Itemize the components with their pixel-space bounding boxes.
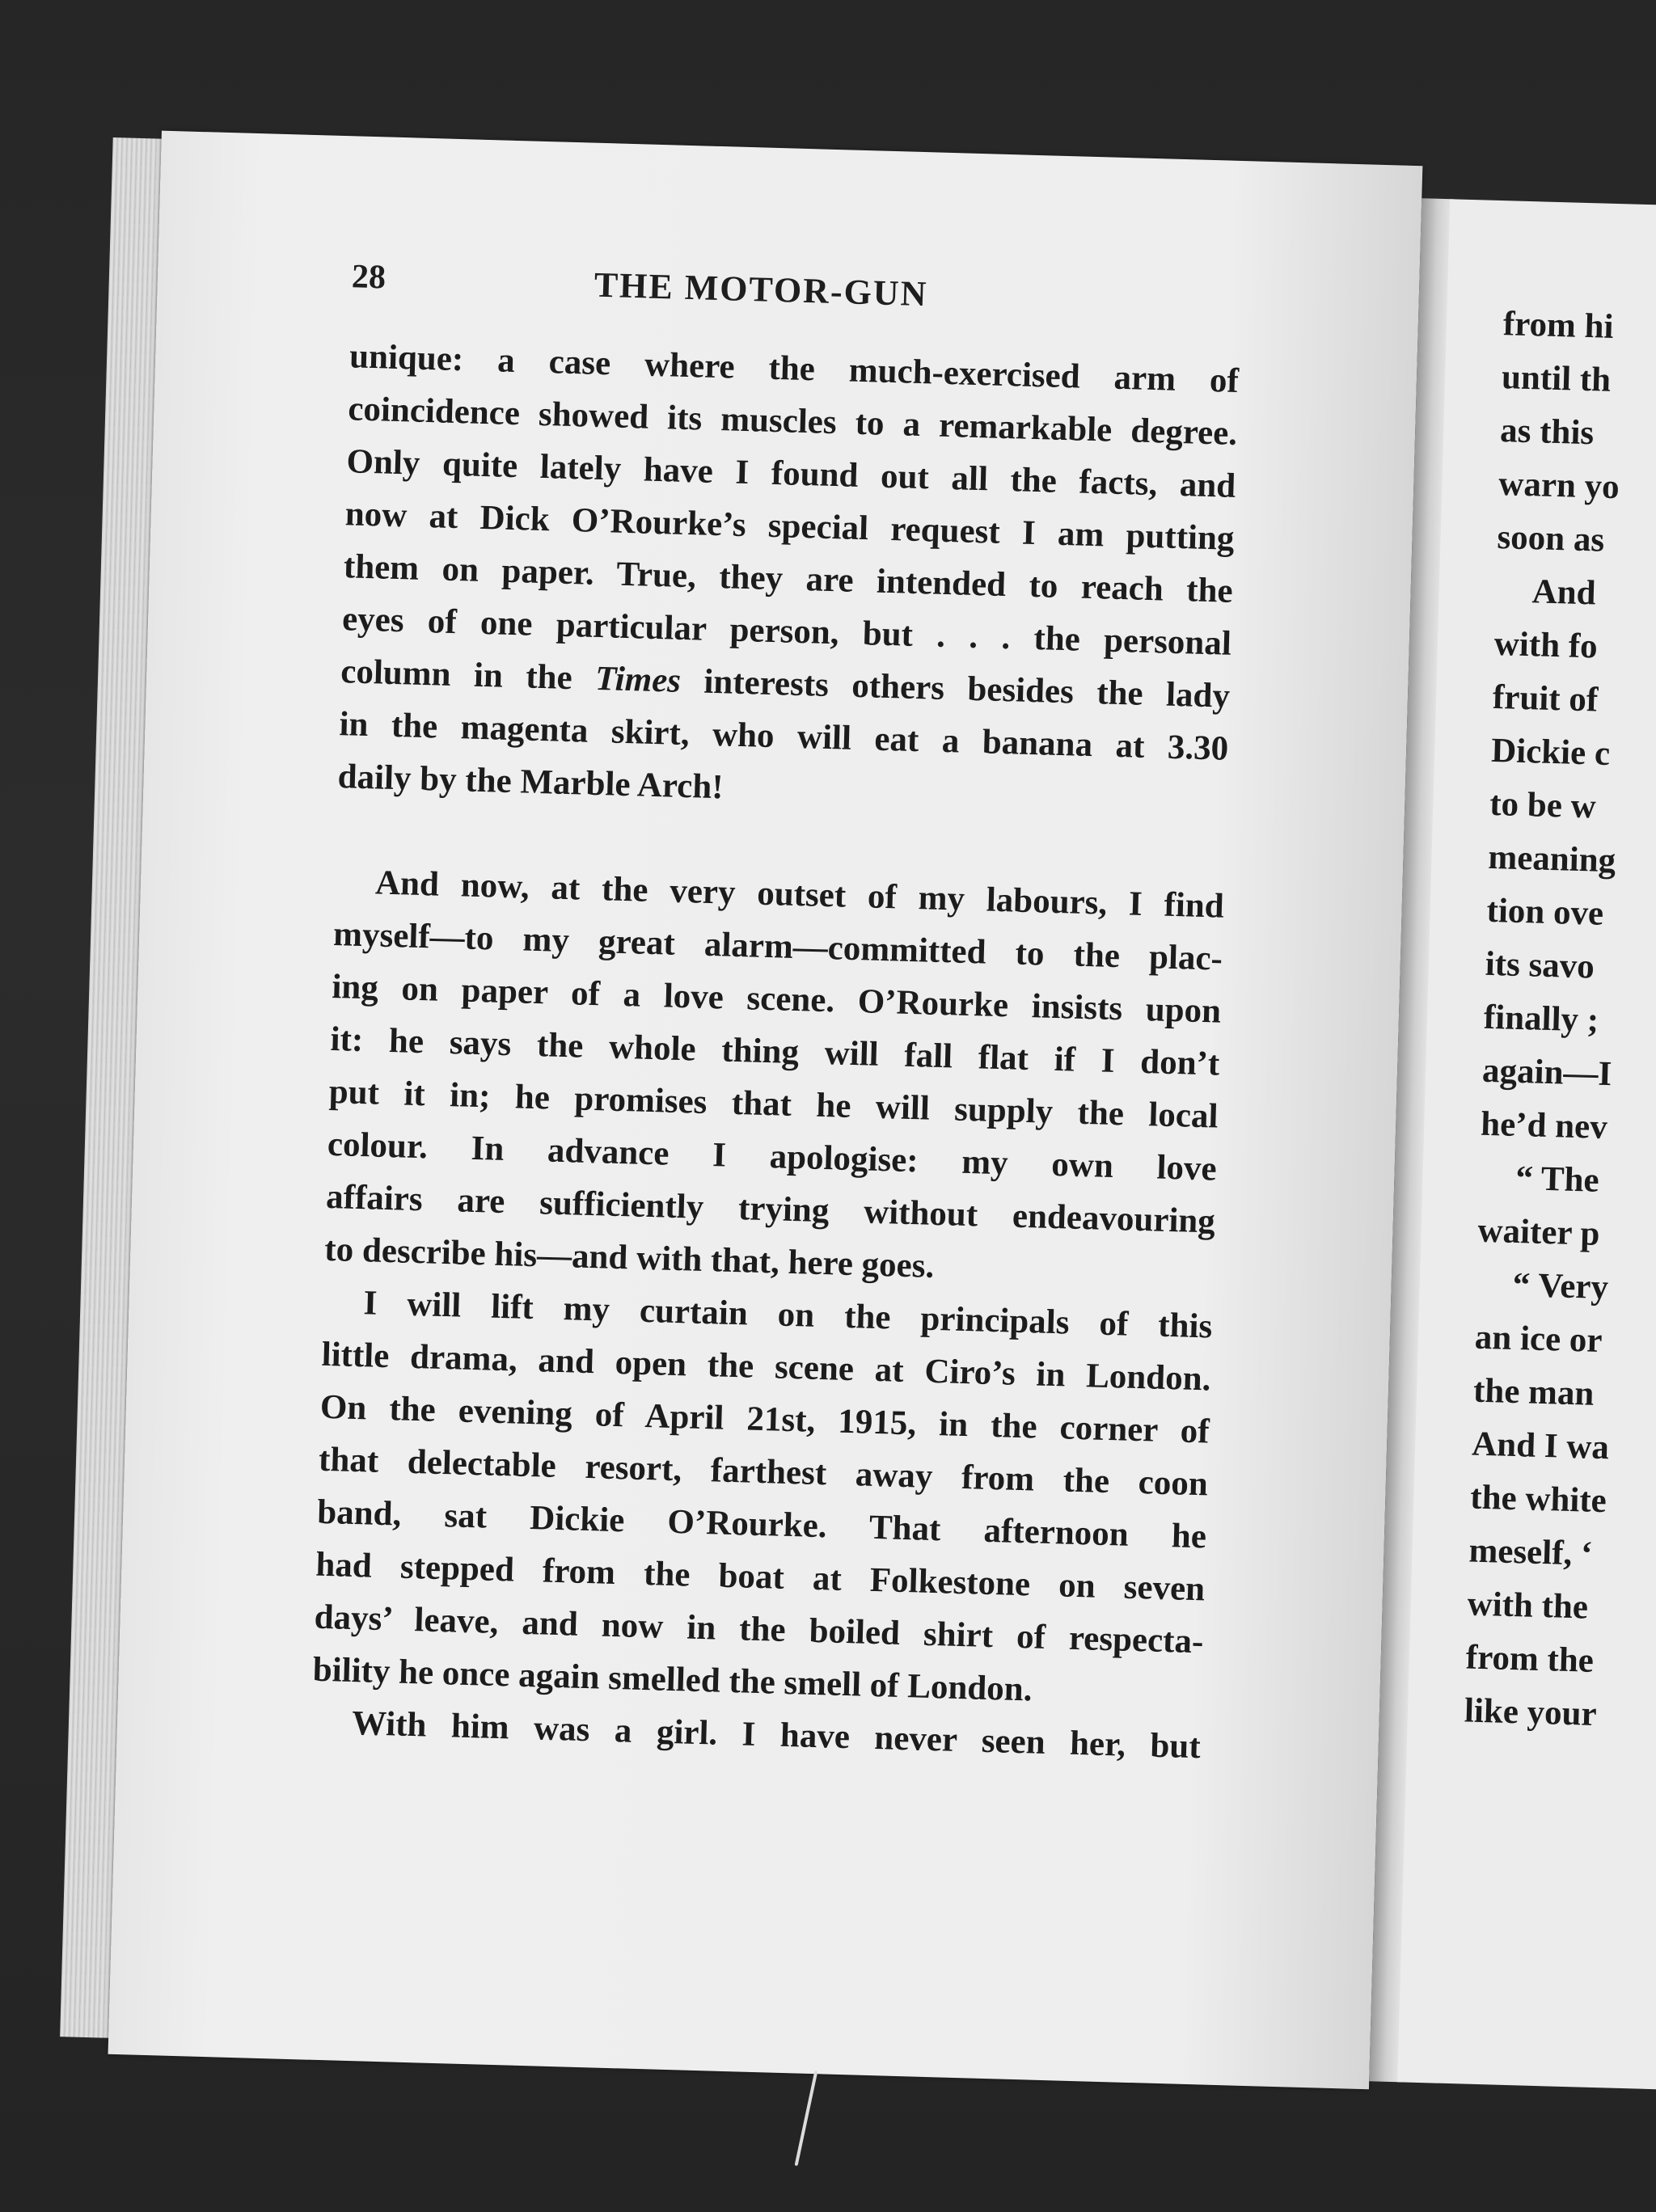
text-line: little drama, and open the scene at Ciro’s in London.: [321, 1335, 1212, 1399]
right-text-fragment: “ Very: [1512, 1265, 1609, 1307]
text-line: put it in; he promises that he will supply the local: [328, 1072, 1219, 1136]
text-line: in the magenta skirt, who will eat a banana at 3.30: [338, 705, 1229, 768]
right-text-fragment: waiter p: [1476, 1211, 1601, 1253]
paragraph-3: [312, 1276, 1213, 1721]
right-text-fragment: “ The: [1514, 1159, 1600, 1200]
running-head: THE MOTOR-GUN: [594, 264, 929, 314]
right-text-fragment: with the: [1467, 1585, 1589, 1627]
right-page-text: [1464, 298, 1656, 1746]
text-line: to describe his—and with that, here goes.: [323, 1230, 935, 1285]
right-text-fragment: like your: [1464, 1691, 1598, 1733]
text-line: now at Dick O’Rourke’s special request I am putting: [344, 495, 1236, 558]
text-line: eyes of one particular person, but . . . the personal: [341, 600, 1232, 663]
text-line: With him was a girl. I have never seen her, but: [351, 1704, 1202, 1767]
open-book: [57, 129, 1656, 2161]
right-text-fragment: from hi: [1502, 305, 1615, 346]
paragraph-2: [324, 855, 1225, 1301]
page-header: [351, 257, 1306, 332]
right-text-fragment: from the: [1465, 1638, 1595, 1680]
text-line: Only quite lately have I found out all the facts, and: [345, 442, 1236, 505]
right-text-fragment: an ice or: [1474, 1318, 1603, 1360]
right-text-fragment: Dickie c: [1490, 731, 1611, 773]
text-line: unique: a case where the much-exercised arm of: [349, 337, 1240, 400]
text-line: I will lift my curtain on the principals of this: [362, 1284, 1213, 1346]
text-line: band, sat Dickie O’Rourke. That afternoon he: [316, 1492, 1207, 1556]
right-text-fragment: warn yo: [1498, 465, 1620, 507]
text-line: days’ leave, and now in the boiled shirt of respecta-: [314, 1598, 1204, 1661]
text-line: coincidence showed its muscles to a remarkable degree.: [347, 390, 1238, 453]
italic-title: Times: [594, 659, 682, 700]
right-text-fragment: again—I: [1481, 1051, 1612, 1094]
text-line: On the evening of April 21st, 1915, in the corner of: [319, 1387, 1210, 1451]
text-line: daily by the Marble Arch!: [337, 758, 724, 807]
text-line: colour. In advance I apologise: my own love: [327, 1125, 1218, 1188]
text-line: it: he says the whole thing will fall flat if I don’t: [330, 1019, 1220, 1083]
text-line: myself—to my great alarm—committed to the plac-: [332, 915, 1223, 978]
text-line: them on paper. True, they are intended to reach the: [343, 547, 1234, 610]
page-number: 28: [351, 258, 387, 297]
text-line: bility he once again smelled the smell of London.: [312, 1650, 1033, 1709]
right-text-fragment: tion ove: [1486, 891, 1604, 933]
right-text-fragment: meself, ‘: [1468, 1531, 1593, 1573]
right-text-fragment: the man: [1472, 1371, 1595, 1413]
text-line: column in the Times interests others besides the lady: [340, 652, 1231, 716]
paragraph-1: [337, 330, 1240, 827]
right-text-fragment: the white: [1469, 1478, 1607, 1521]
text-line: ing on paper of a love scene. O’Rourke insists upon: [331, 967, 1222, 1031]
right-text-fragment: until th: [1501, 358, 1612, 399]
body-text: [310, 330, 1240, 1773]
right-text-fragment: with fo: [1493, 624, 1599, 666]
right-text-fragment: as this: [1499, 412, 1595, 453]
right-text-fragment: fruit of: [1492, 678, 1599, 720]
text-line: And now, at the very outset of my labours, I find: [374, 863, 1225, 926]
right-text-fragment: And I wa: [1471, 1425, 1610, 1467]
right-text-fragment: its savo: [1485, 944, 1595, 986]
right-text-fragment: soon as: [1496, 517, 1605, 559]
text-line: had stepped from the boat at Folkestone on seven: [315, 1545, 1206, 1609]
right-text-fragment: to be w: [1489, 784, 1597, 826]
right-text-fragment: And: [1531, 572, 1597, 613]
right-text-fragment: he’d nev: [1480, 1104, 1608, 1147]
left-page: [108, 131, 1423, 2090]
right-text-fragment: finally ;: [1483, 998, 1599, 1040]
text-line: that delectable resort, farthest away from the coon: [318, 1440, 1209, 1504]
text-line: affairs are sufficiently trying without endeavouring: [325, 1177, 1216, 1241]
right-text-fragment: meaning: [1487, 838, 1616, 880]
